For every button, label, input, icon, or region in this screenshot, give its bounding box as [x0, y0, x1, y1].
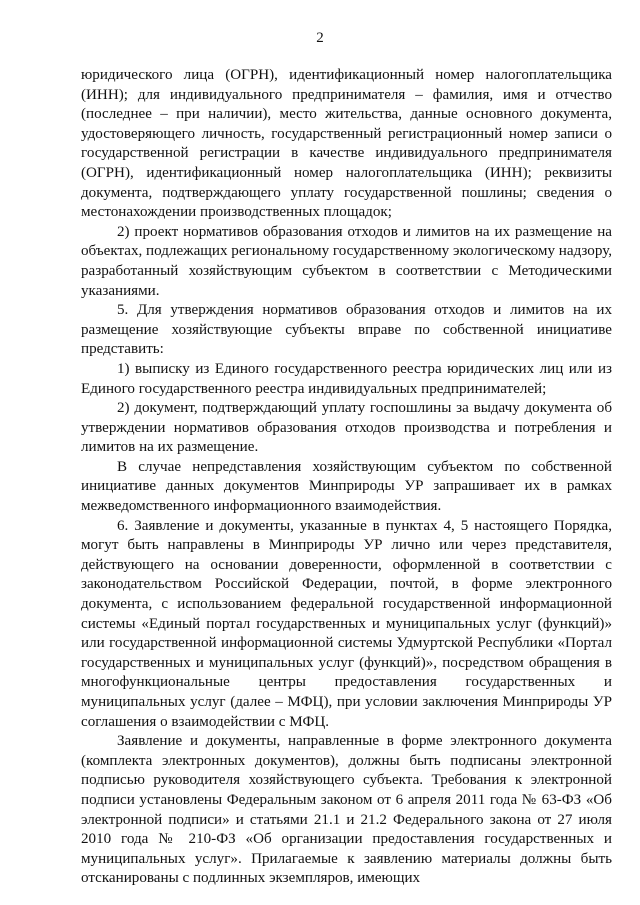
page-number: 2: [316, 30, 324, 46]
paragraph-item-2-fee-document: 2) документ, подтверждающий уплату госпошлины за выдачу документа об утверждении нормативов образования отходов производства и потребления и лимитов на их размещение.: [81, 400, 612, 456]
document-body: [81, 66, 612, 889]
paragraph-section-6: 6. Заявление и документы, указанные в пунктах 4, 5 настоящего Порядка, могут быть направлены в Минприроды УР лично или через представителя, действующего на основании доверенности, оформленной в соответствии с законодательством Российской Федерации, почтой, в форме электронного документа, с использованием федеральной государственной информационной системы «Единый портал государственных и муниципальных услуг (функций)» или государственной информационной системы Удмуртской Республики «Портал государственных и муниципальных услуг (функций)», посредством обращения в многофункциональные центры предоставления государственных и муниципальных услуг (далее – МФЦ), при условии заключения Минприроды УР соглашения о взаимодействии с МФЦ.: [81, 517, 612, 730]
paragraph-electronic-signature: Заявление и документы, направленные в форме электронного документа (комплекта электронных документов), должны быть подписаны электронной подписью руководителя хозяйствующего субъекта. Требования к электронной подписи установлены Федеральным законом от 6 апреля 2011 года № 63-ФЗ «Об электронной подписи» и статьями 21.1 и 21.2 Федерального закона от 27 июля 2010 года № 210-ФЗ «Об организации предоставления государственных и муниципальных услуг». Прилагаемые к заявлению материалы должны быть отсканированы с подлинных экземпляров, имеющих: [81, 733, 612, 887]
paragraph-section-5: 5. Для утверждения нормативов образования отходов и лимитов на их размещение хозяйствующие субъекты вправе по собственной инициативе представить:: [81, 302, 612, 358]
paragraph-non-submission: В случае непредставления хозяйствующим субъектом по собственной инициативе данных документов Минприроды УР запрашивает их в рамках межведомственного информационного взаимодействия.: [81, 458, 612, 515]
paragraph-legal-entity-details: юридического лица (ОГРН), идентификационный номер налогоплательщика (ИНН); для индивидуального предпринимателя – фамилия, имя и отчество (последнее – при наличии), место жительства, данные основного документа, удостоверяющего личность, государственный регистрационный номер записи о государственной регистрации в качестве индивидуального предпринимателя (ОГРН), идентификационный номер налогоплательщика (ИНН); реквизиты документа, подтверждающего уплату государственной пошлины; сведения о местонахождении производственных площадок;: [81, 67, 612, 221]
paragraph-item-2-project: 2) проект нормативов образования отходов и лимитов на их размещение на объектах, подлежащих региональному государственному экологическому надзору, разработанный хозяйствующим субъектом в соответствии с Методическими указаниями.: [81, 223, 613, 299]
paragraph-item-1-extract: 1) выписку из Единого государственного реестра юридических лиц или из Единого государственного реестра индивидуальных предпринимателей;: [81, 360, 612, 397]
